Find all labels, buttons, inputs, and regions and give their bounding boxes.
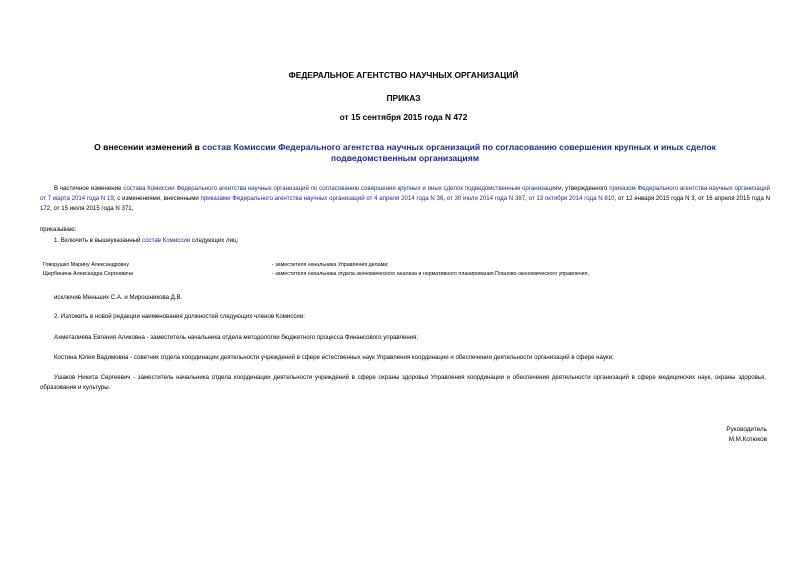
item1-link[interactable]: состав Комиссии [142,237,191,244]
change-line: Ахметалиева Евгения Аликовна - заместитель начальника отдела методологии бюджетного процесса Финансового управления; [54,334,419,341]
intro-link-order-810[interactable]: от 13 октября 2014 года N 810 [528,195,615,202]
change-line: Костина Юлия Вадимовна - советник отдела координации деятельности учреждений в сфере естественных наук Управления координации и обеспечения деятельности организаций в сфере науки; [54,354,614,361]
intro-link-order-19[interactable]: приказом Федерального агентства научных организаций от 7 марта 2014 года N 19 [40,185,771,202]
intro-paragraph [40,184,770,214]
item-1 [54,236,238,246]
date-number-heading: от 15 сентября 2015 года N 472 [339,112,468,122]
exclude-line: исключив Меньших С.А. и Мирошникова Д.В. [54,294,183,301]
intro-text-5: , [525,195,529,202]
signature-name: М.М.Котюков [728,436,767,443]
member-name: Щербинина Александра Сергеевича [43,271,133,277]
intro-text-6: , от 12 января 2015 года N 3, от 16 апреля 2015 года N 172, от 15 июля 2015 года N 371, [40,195,770,212]
intro-text-4: , [443,195,447,202]
intro-text-3: , с изменениями, внесенными [113,195,201,202]
item1-prefix: 1. Включить в вышеуказанный [54,237,143,244]
doc-type-heading: ПРИКАЗ [386,93,421,103]
agency-heading: ФЕДЕРАЛЬНОЕ АГЕНТСТВО НАУЧНЫХ ОРГАНИЗАЦИЙ [288,70,519,80]
order-word: приказываю: [40,226,77,233]
intro-link-order-36[interactable]: приказами Федерального агентства научных организаций от 4 апреля 2014 года N 36 [200,195,444,202]
signature-role: Руководитель [726,426,767,433]
intro-link-order-387[interactable]: от 30 июля 2014 года N 387 [446,195,526,202]
member-position: - заместителя начальника Управления делами; [272,262,389,268]
intro-text-2: , утвержденного [561,185,610,192]
intro-text-1: В частичное изменение [54,185,124,192]
item1-suffix: следующих лиц: [190,237,239,244]
title-link[interactable]: состав Комиссии Федерального агентства научных организаций по согласованию совершения крупных и иных сделок подведомственным организациям [202,142,716,163]
title-prefix: О внесении изменений в [94,142,203,152]
item-2: 2. Изложить в новой редакции наименования должностей следующих членов Комиссии: [54,313,305,320]
change-line: Ушаков Никита Сергеевич - заместитель начальника отдела координации деятельности учреждений в сфере охраны здоровья Управления координации и обеспечения деятельности организаций в сфере медицинских наук, охраны здоровья, образования и культуры. [40,374,766,391]
intro-link-commission[interactable]: состава Комиссии Федерального агентства научных организаций по согласованию совершения крупных и иных сделок подведомственным организациям [123,185,562,192]
order-title [60,142,750,164]
member-position: - заместителя начальника отдела экономического анализа и нормативного планирования Планово-экономического управления, [272,271,589,277]
member-name: Говорушко Марину Александровну [43,262,129,268]
